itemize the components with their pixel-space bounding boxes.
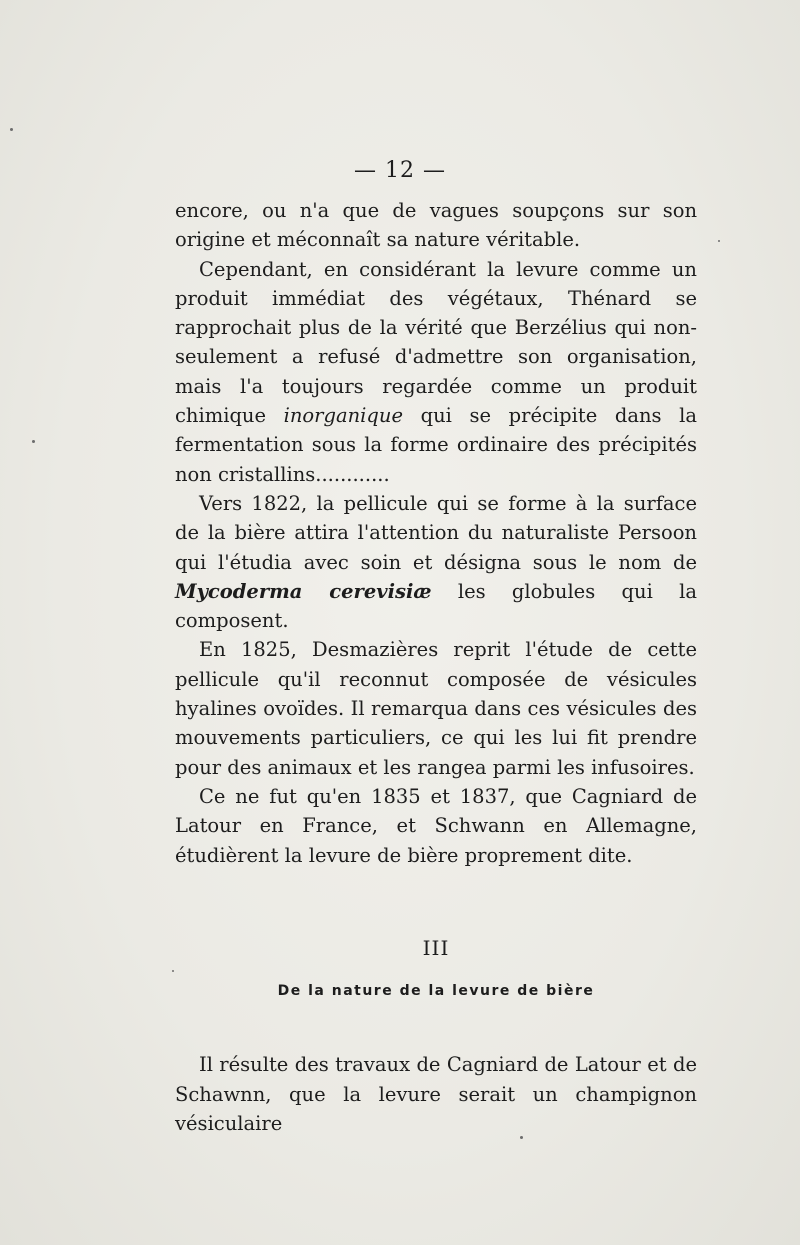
paper-speck-mark [32, 440, 35, 443]
paragraph-desmazieres [175, 635, 697, 781]
paragraph-thenard [175, 255, 697, 489]
paragraph-continuation [175, 196, 697, 255]
italic-term: Mycoderma cerevisiæ [175, 579, 432, 603]
paper-speck-mark [718, 240, 720, 242]
paragraph-text: Vers 1822, la pellicule qui se forme à la surface de la bière attira l'attention du naturaliste Persoon qui l'étudia avec soin et désigna sous le nom de [175, 491, 697, 574]
paper-speck-mark [10, 128, 13, 131]
paragraph-text-after: qui se précipite dans la fermentation sous la forme ordinaire des précipités non cristallins............ [175, 404, 697, 486]
paragraph-text: En 1825, Desmazières reprit l'étude de cette pellicule qu'il reconnut composée de vésicules hyalines ovoïdes. Il remarqua dans ces vésicules des mouvements particuliers, ce qui les lui fit prendre pour des animaux et les rangea parmi les infusoires. [175, 638, 697, 779]
paragraph-persoon [175, 489, 697, 635]
paragraph-text: encore, ou n'a que de vagues soupçons sur son origine et méconnaît sa nature véritable. [175, 199, 697, 252]
paragraph-cagniard [175, 782, 697, 870]
paragraph-text: Cependant, en considérant la levure comme un produit immédiat des végétaux, Thénard se rapprochait plus de la vérité que Berzélius qui non-seulement a refusé d'admettre son organisation, mais l'a toujours regardée comme un produit chimique [175, 257, 697, 428]
paper-speck-mark [172, 970, 174, 972]
section-title: De la nature de la levure de bière [277, 983, 595, 1000]
section-number: III [422, 935, 450, 960]
body-text [175, 196, 697, 1138]
paper-speck-mark [520, 1136, 523, 1139]
paragraph-text: Il résulte des travaux de Cagniard de Latour et de Schawnn, que la levure serait un champignon vésiculaire [175, 1053, 697, 1136]
paragraph-text: Ce ne fut qu'en 1835 et 1837, que Cagniard de Latour en France, et Schwann en Allemagne, étudièrent la levure de bière proprement dite. [175, 784, 697, 867]
italic-term: inorganique [283, 404, 403, 428]
paragraph-text-after: les globules qui la composent. [175, 579, 697, 633]
paragraph-closing [175, 1050, 697, 1138]
page-number: — 12 — [354, 158, 446, 183]
